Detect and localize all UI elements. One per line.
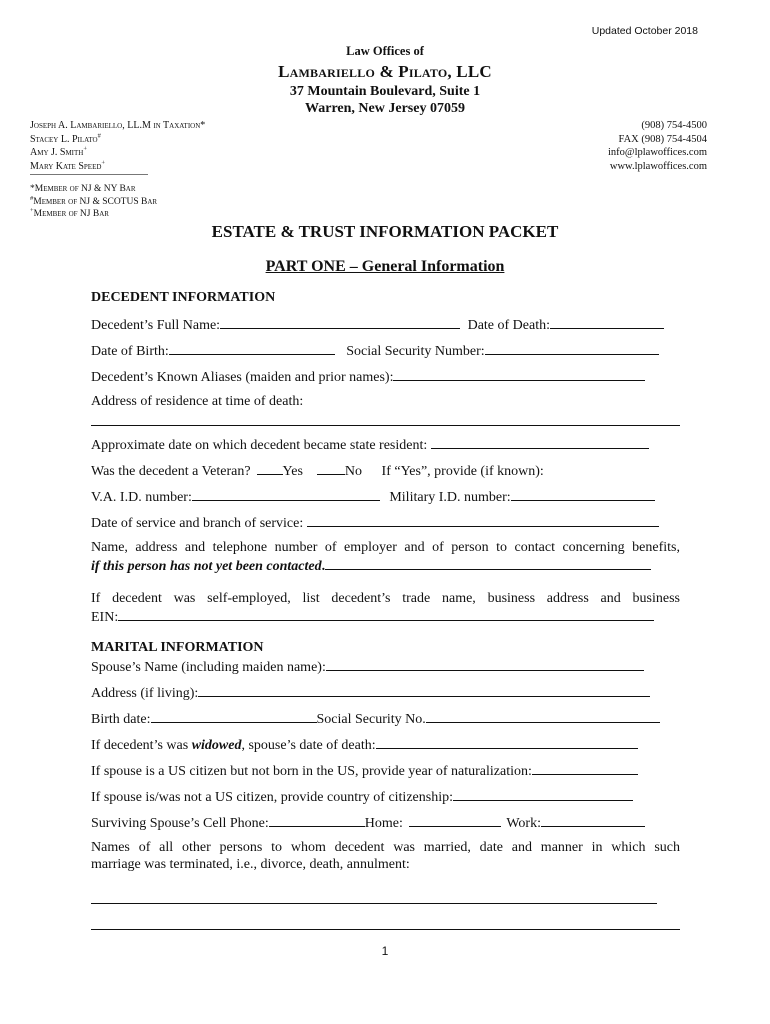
row-spouse-birth: Birth date: Social Security No. bbox=[91, 709, 660, 729]
page-number: 1 bbox=[381, 944, 389, 958]
self-employed-label: If decedent was self-employed, list decedent’s trade name, business address and business bbox=[91, 591, 680, 606]
law-offices-of: Law Offices of bbox=[346, 44, 424, 58]
row-spouse-address: Address (if living): bbox=[91, 683, 650, 703]
row-naturalization: If spouse is a US citizen but not born in the US, provide year of naturalization: bbox=[91, 761, 638, 781]
veteran-no-field[interactable] bbox=[317, 461, 345, 475]
row-full-name: Decedent’s Full Name: Date of Death: bbox=[91, 315, 664, 335]
attorney-mark: + bbox=[101, 159, 106, 167]
row-spouse-name: Spouse’s Name (including maiden name): bbox=[91, 657, 644, 677]
attorney-item: Amy J. Smith+ bbox=[30, 145, 88, 159]
citizenship-field[interactable] bbox=[453, 787, 633, 801]
attorney-item: Joseph A. Lambariello, LL.M in Taxation* bbox=[30, 120, 206, 131]
row-employer: if this person has not yet been contacted. bbox=[91, 556, 651, 576]
row-va-id: V.A. I.D. number: Military I.D. number: bbox=[91, 487, 655, 507]
row-citizenship: If spouse is/was not a US citizen, provide country of citizenship: bbox=[91, 787, 633, 807]
row-ein: EIN: bbox=[91, 607, 654, 627]
aliases-field[interactable] bbox=[393, 367, 645, 381]
row-service: Date of service and branch of service: bbox=[91, 513, 659, 533]
other-spouses-field-2[interactable] bbox=[91, 929, 680, 930]
document-title: ESTATE & TRUST INFORMATION PACKET bbox=[211, 222, 559, 241]
row-veteran: Was the decedent a Veteran? Yes No If “Yes”, provide (if known): bbox=[91, 461, 544, 481]
residence-field[interactable] bbox=[91, 425, 680, 426]
contact-website[interactable]: www.lplawoffices.com bbox=[609, 160, 707, 172]
spouse-birth-field[interactable] bbox=[151, 709, 317, 723]
spouse-name-field[interactable] bbox=[326, 657, 644, 671]
dob-field[interactable] bbox=[169, 341, 335, 355]
full-name-field[interactable] bbox=[220, 315, 460, 329]
military-id-field[interactable] bbox=[511, 487, 655, 501]
bar-note: +Member of NJ Bar bbox=[30, 206, 109, 219]
row-phones: Surviving Spouse’s Cell Phone: Home: Work: bbox=[91, 813, 645, 833]
other-spouses-field-1[interactable] bbox=[91, 903, 657, 904]
veteran-yes-field[interactable] bbox=[257, 461, 283, 475]
cell-phone-field[interactable] bbox=[269, 813, 365, 827]
attorney-item: Mary Kate Speed+ bbox=[30, 159, 106, 172]
firm-contact bbox=[608, 119, 707, 173]
row-widowed: If decedent’s was widowed, spouse’s date of death: bbox=[91, 735, 638, 755]
row-dob: Date of Birth: Social Security Number: bbox=[91, 341, 659, 361]
attorney-mark: + bbox=[83, 145, 88, 153]
home-phone-field[interactable] bbox=[409, 813, 501, 827]
bar-notes bbox=[30, 183, 157, 221]
bar-note: *Member of NJ & NY Bar bbox=[30, 184, 136, 194]
service-field[interactable] bbox=[307, 513, 659, 527]
firm-address-line2: Warren, New Jersey 07059 bbox=[305, 101, 465, 116]
contact-fax: FAX (908) 754-4504 bbox=[618, 133, 707, 145]
spouse-address-field[interactable] bbox=[198, 683, 650, 697]
attorney-mark: # bbox=[97, 132, 101, 140]
spouse-ssn-field[interactable] bbox=[426, 709, 660, 723]
marital-heading: MARITAL INFORMATION bbox=[91, 640, 264, 655]
decedent-heading: DECEDENT INFORMATION bbox=[91, 290, 276, 305]
updated-date: Updated October 2018 bbox=[591, 25, 698, 37]
attorney-item: Stacey L. Pilato# bbox=[30, 132, 101, 145]
contact-phone: (908) 754-4500 bbox=[641, 120, 707, 131]
row-aliases: Decedent’s Known Aliases (maiden and prior names): bbox=[91, 367, 645, 387]
employer-label: Name, address and telephone number of employer and of person to contact concerning benefits, bbox=[91, 540, 680, 555]
contact-email[interactable]: info@lplawoffices.com bbox=[608, 147, 707, 159]
other-spouses-label: Names of all other persons to whom decedent was married, date and manner in which such bbox=[91, 840, 680, 855]
date-of-death-field[interactable] bbox=[550, 315, 664, 329]
work-phone-field[interactable] bbox=[541, 813, 645, 827]
ssn-field[interactable] bbox=[485, 341, 659, 355]
bar-note: #Member of NJ & SCOTUS Bar bbox=[30, 194, 158, 207]
firm-address-line1: 37 Mountain Boulevard, Suite 1 bbox=[289, 84, 481, 99]
attorney-mark: * bbox=[200, 120, 206, 131]
attorney-divider bbox=[30, 174, 148, 175]
ein-field[interactable] bbox=[118, 607, 654, 621]
employer-field[interactable] bbox=[325, 556, 651, 570]
attorney-list bbox=[30, 119, 205, 173]
va-id-field[interactable] bbox=[192, 487, 380, 501]
row-state-resident: Approximate date on which decedent became state resident: bbox=[91, 435, 649, 455]
state-resident-field[interactable] bbox=[431, 435, 649, 449]
naturalization-field[interactable] bbox=[532, 761, 638, 775]
other-spouses-label-2: marriage was terminated, i.e., divorce, death, annulment: bbox=[91, 857, 410, 872]
row-residence: Address of residence at time of death: bbox=[91, 394, 304, 409]
firm-name: Lambariello & Pilato, LLC bbox=[278, 62, 492, 81]
part-title: PART ONE – General Information bbox=[265, 258, 505, 275]
spouse-death-date-field[interactable] bbox=[376, 735, 638, 749]
